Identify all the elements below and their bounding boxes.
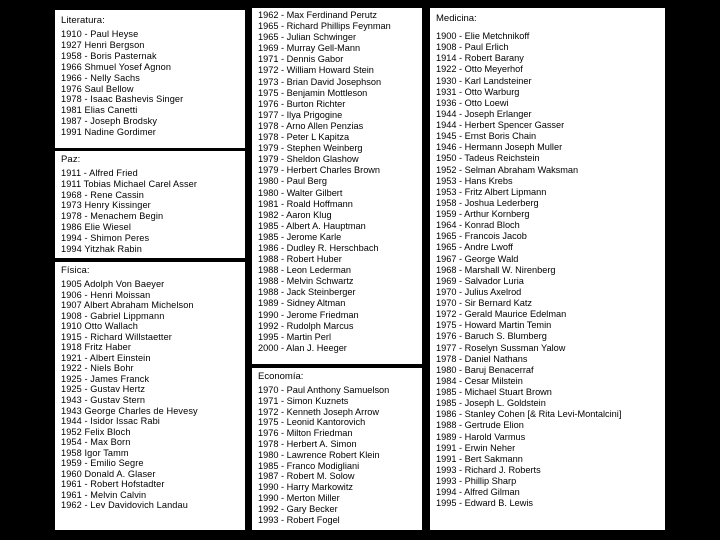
list-item: 1907 Albert Abraham Michelson — [61, 300, 194, 311]
paz-list — [61, 168, 239, 254]
list-item: 1961 - Melvin Calvin — [61, 489, 147, 500]
list-item: 1990 - Harry Markowitz — [258, 482, 353, 493]
list-item: 1958 - Boris Pasternak — [61, 50, 157, 61]
list-item: 1979 - Stephen Weinberg — [258, 143, 363, 154]
list-item: 1968 - Rene Cassin — [61, 189, 145, 200]
list-item: 1994 - Alfred Gilman — [436, 487, 520, 498]
list-item: 1906 - Henri Moissan — [61, 289, 151, 300]
medicina-panel — [430, 8, 665, 530]
list-item: 1978 - Herbert A. Simon — [258, 438, 357, 449]
list-item: 1959 - Emilio Segre — [61, 458, 144, 469]
list-item: 1987 - Robert M. Solow — [258, 471, 355, 482]
list-item: 1962 - Lev Davidovich Landau — [61, 500, 188, 511]
list-item: 1980 - Walter Gilbert — [258, 187, 343, 198]
paz-panel — [55, 151, 245, 258]
list-item: 1959 - Arthur Kornberg — [436, 209, 530, 219]
list-item: 1921 - Albert Einstein — [61, 352, 151, 363]
list-item: 1993 - Richard J. Roberts — [436, 464, 541, 475]
fisica-list — [61, 279, 239, 511]
list-item: 1988 - Jack Steinberger — [258, 287, 356, 298]
list-item: 1985 - Franco Modigliani — [258, 460, 360, 471]
list-item: 1972 - Kenneth Joseph Arrow — [258, 406, 380, 417]
list-item: 1952 - Selman Abraham Waksman — [436, 164, 579, 175]
list-item: 1980 - Baruj Benacerraf — [436, 364, 534, 375]
list-item: 1914 - Robert Barany — [436, 53, 524, 64]
list-item: 1976 - Burton Richter — [258, 98, 346, 109]
list-item: 1950 - Tadeus Reichstein — [436, 153, 540, 164]
medicina-heading: Medicina: — [436, 13, 477, 24]
list-item: 1915 - Richard Willstaetter — [61, 331, 172, 342]
list-item: 1985 - Jerome Karle — [258, 231, 342, 242]
list-item: 1973 - Brian David Josephson — [258, 76, 382, 87]
list-item: 1995 - Edward B. Lewis — [436, 498, 534, 509]
list-item: 1986 Elie Wiesel — [61, 221, 132, 232]
list-item: 1981 Elias Canetti — [61, 105, 138, 116]
list-item: 1985 - Michael Stuart Brown — [436, 387, 552, 397]
list-item: 1989 - Sidney Altman — [258, 298, 346, 309]
list-item: 1925 - James Franck — [61, 373, 150, 384]
list-item: 1968 - Marshall W. Nirenberg — [436, 264, 556, 275]
list-item: 1994 Yitzhak Rabin — [61, 243, 142, 254]
list-item: 1970 - Julius Axelrod — [436, 286, 522, 297]
list-item: 1943 George Charles de Hevesy — [61, 405, 198, 416]
list-item: 1925 - Gustav Hertz — [61, 384, 146, 395]
list-item: 1922 - Niels Bohr — [61, 363, 134, 374]
list-item: 1960 Donald A. Glaser — [61, 468, 156, 479]
list-item: 1994 - Shimon Peres — [61, 232, 150, 243]
list-item: 1988 - Gertrude Elion — [436, 420, 524, 431]
list-item: 1971 - Simon Kuznets — [258, 395, 349, 406]
list-item: 1918 Fritz Haber — [61, 342, 132, 353]
list-item: 1987 - Joseph Brodsky — [61, 116, 158, 127]
list-item: 1973 Henry Kissinger — [61, 200, 151, 211]
list-item: 1965 - Julian Schwinger — [258, 32, 357, 43]
list-item: 1944 - Isidor Issac Rabi — [61, 416, 160, 427]
list-item: 1970 - Paul Anthony Samuelson — [258, 385, 390, 395]
list-item: 1965 - Andre Lwoff — [436, 242, 513, 253]
list-item: 1971 - Dennis Gabor — [258, 54, 344, 65]
list-item: 1981 - Roald Hoffmann — [258, 198, 353, 209]
list-item: 1908 - Paul Erlich — [436, 42, 509, 53]
list-item: 1978 - Daniel Nathans — [436, 353, 528, 364]
list-item: 1977 - Roselyn Sussman Yalow — [436, 342, 566, 353]
list-item: 1945 - Ernst Boris Chain — [436, 131, 537, 142]
list-item: 1910 Otto Wallach — [61, 321, 138, 332]
list-item: 1985 - Albert A. Hauptman — [258, 220, 366, 231]
list-item: 2000 - Alan J. Heeger — [258, 342, 347, 353]
list-item: 1969 - Salvador Luria — [436, 275, 524, 286]
economia-heading: Economía: — [258, 371, 304, 382]
list-item: 1958 - Joshua Lederberg — [436, 197, 539, 208]
list-item: 1966 Shmuel Yosef Agnon — [61, 61, 172, 72]
literatura-heading: Literatura: — [61, 15, 105, 26]
list-item: 1979 - Sheldon Glashow — [258, 154, 359, 165]
list-item: 1930 - Karl Landsteiner — [436, 75, 532, 86]
list-item: 1993 - Robert Fogel — [258, 514, 340, 525]
list-item: 1961 - Robert Hofstadter — [61, 479, 165, 490]
list-item: 1927 Henri Bergson — [61, 39, 145, 50]
economia-panel — [252, 368, 422, 530]
list-item: 1988 - Melvin Schwartz — [258, 276, 354, 287]
list-item: 1972 - William Howard Stein — [258, 65, 374, 76]
list-item: 1990 - Merton Miller — [258, 492, 340, 503]
economia-list — [258, 385, 416, 525]
list-item: 1905 Adolph Von Baeyer — [61, 279, 165, 289]
list-item: 1943 - Gustav Stern — [61, 395, 146, 406]
list-item: 1979 - Herbert Charles Brown — [258, 165, 381, 176]
list-item: 1910 - Paul Heyse — [61, 29, 139, 39]
list-item: 1978 - Menachem Begin — [61, 211, 164, 222]
list-item: 1944 - Joseph Erlanger — [436, 108, 532, 119]
list-item: 1946 - Hermann Joseph Muller — [436, 142, 563, 153]
list-item: 1969 - Murray Gell-Mann — [258, 43, 361, 54]
list-item: 1980 - Paul Berg — [258, 176, 327, 187]
list-item: 1944 - Herbert Spencer Gasser — [436, 120, 565, 130]
list-item: 1991 - Bert Sakmann — [436, 453, 523, 464]
list-item: 1966 - Nelly Sachs — [61, 72, 140, 83]
list-item: 1991 Nadine Gordimer — [61, 127, 156, 138]
list-item: 1931 - Otto Warburg — [436, 86, 520, 97]
list-item: 1988 - Leon Lederman — [258, 265, 351, 276]
list-item: 1900 - Elie Metchnikoff — [436, 31, 530, 41]
list-item: 1986 - Dudley R. Herschbach — [258, 242, 379, 253]
list-item: 1954 - Max Born — [61, 437, 131, 448]
list-item: 1992 - Rudolph Marcus — [258, 320, 354, 331]
list-item: 1922 - Otto Meyerhof — [436, 64, 523, 75]
literatura-panel — [55, 10, 245, 148]
list-item: 1964 - Konrad Bloch — [436, 220, 520, 231]
list-item: 1975 - Benjamin Mottleson — [258, 87, 368, 98]
list-item: 1984 - Cesar Milstein — [436, 375, 523, 386]
list-item: 1911 Tobias Michael Carel Asser — [61, 178, 198, 189]
list-item: 1953 - Hans Krebs — [436, 175, 513, 186]
fisica-panel — [55, 262, 245, 530]
list-item: 1990 - Jerome Friedman — [258, 309, 359, 320]
list-item: 1908 - Gabriel Lippmann — [61, 310, 165, 321]
list-item: 1958 Igor Tamm — [61, 447, 129, 458]
list-item: 1989 - Harold Varmus — [436, 431, 526, 442]
list-item: 1976 Saul Bellow — [61, 83, 134, 94]
list-item: 1970 - Sir Bernard Katz — [436, 298, 533, 308]
list-item: 1965 - Richard Phillips Feynman — [258, 21, 391, 32]
list-item: 1972 - Gerald Maurice Edelman — [436, 309, 567, 320]
list-item: 1967 - George Wald — [436, 253, 519, 264]
paz-heading: Paz: — [61, 154, 81, 165]
list-item: 1975 - Howard Martin Temin — [436, 320, 552, 331]
list-item: 1992 - Gary Becker — [258, 503, 338, 514]
fisica-heading: Física: — [61, 265, 90, 276]
medicina-list — [436, 31, 659, 509]
list-item: 1936 - Otto Loewi — [436, 97, 509, 108]
list-item: 1962 - Max Ferdinand Perutz — [258, 10, 377, 20]
list-item: 1978 - Arno Allen Penzias — [258, 120, 364, 131]
list-item: 1986 - Stanley Cohen [& Rita Levi-Montalcini] — [436, 409, 622, 420]
list-item: 1995 - Martin Perl — [258, 331, 332, 342]
list-item: 1976 - Milton Friedman — [258, 428, 353, 439]
list-item: 1975 - Leonid Kantorovich — [258, 417, 366, 428]
quimica-list — [258, 10, 416, 354]
list-item: 1993 - Phillip Sharp — [436, 476, 517, 486]
list-item: 1978 - Isaac Bashevis Singer — [61, 94, 184, 105]
list-item: 1978 - Peter L Kapitza — [258, 132, 350, 143]
list-item: 1977 - Ilya Prigogine — [258, 109, 343, 120]
quimica-panel — [252, 8, 422, 364]
list-item: 1988 - Robert Huber — [258, 254, 342, 265]
list-item: 1965 - Francois Jacob — [436, 231, 527, 242]
list-item: 1980 - Lawrence Robert Klein — [258, 449, 380, 460]
list-item: 1991 - Erwin Neher — [436, 442, 516, 453]
list-item: 1982 - Aaron Klug — [258, 209, 332, 220]
list-item: 1985 - Joseph L. Goldstein — [436, 398, 546, 409]
literatura-list — [61, 29, 239, 138]
list-item: 1952 Felix Bloch — [61, 426, 131, 437]
list-item: 1911 - Alfred Fried — [61, 168, 138, 178]
list-item: 1953 - Fritz Albert Lipmann — [436, 186, 547, 197]
list-item: 1976 - Baruch S. Blumberg — [436, 331, 547, 342]
